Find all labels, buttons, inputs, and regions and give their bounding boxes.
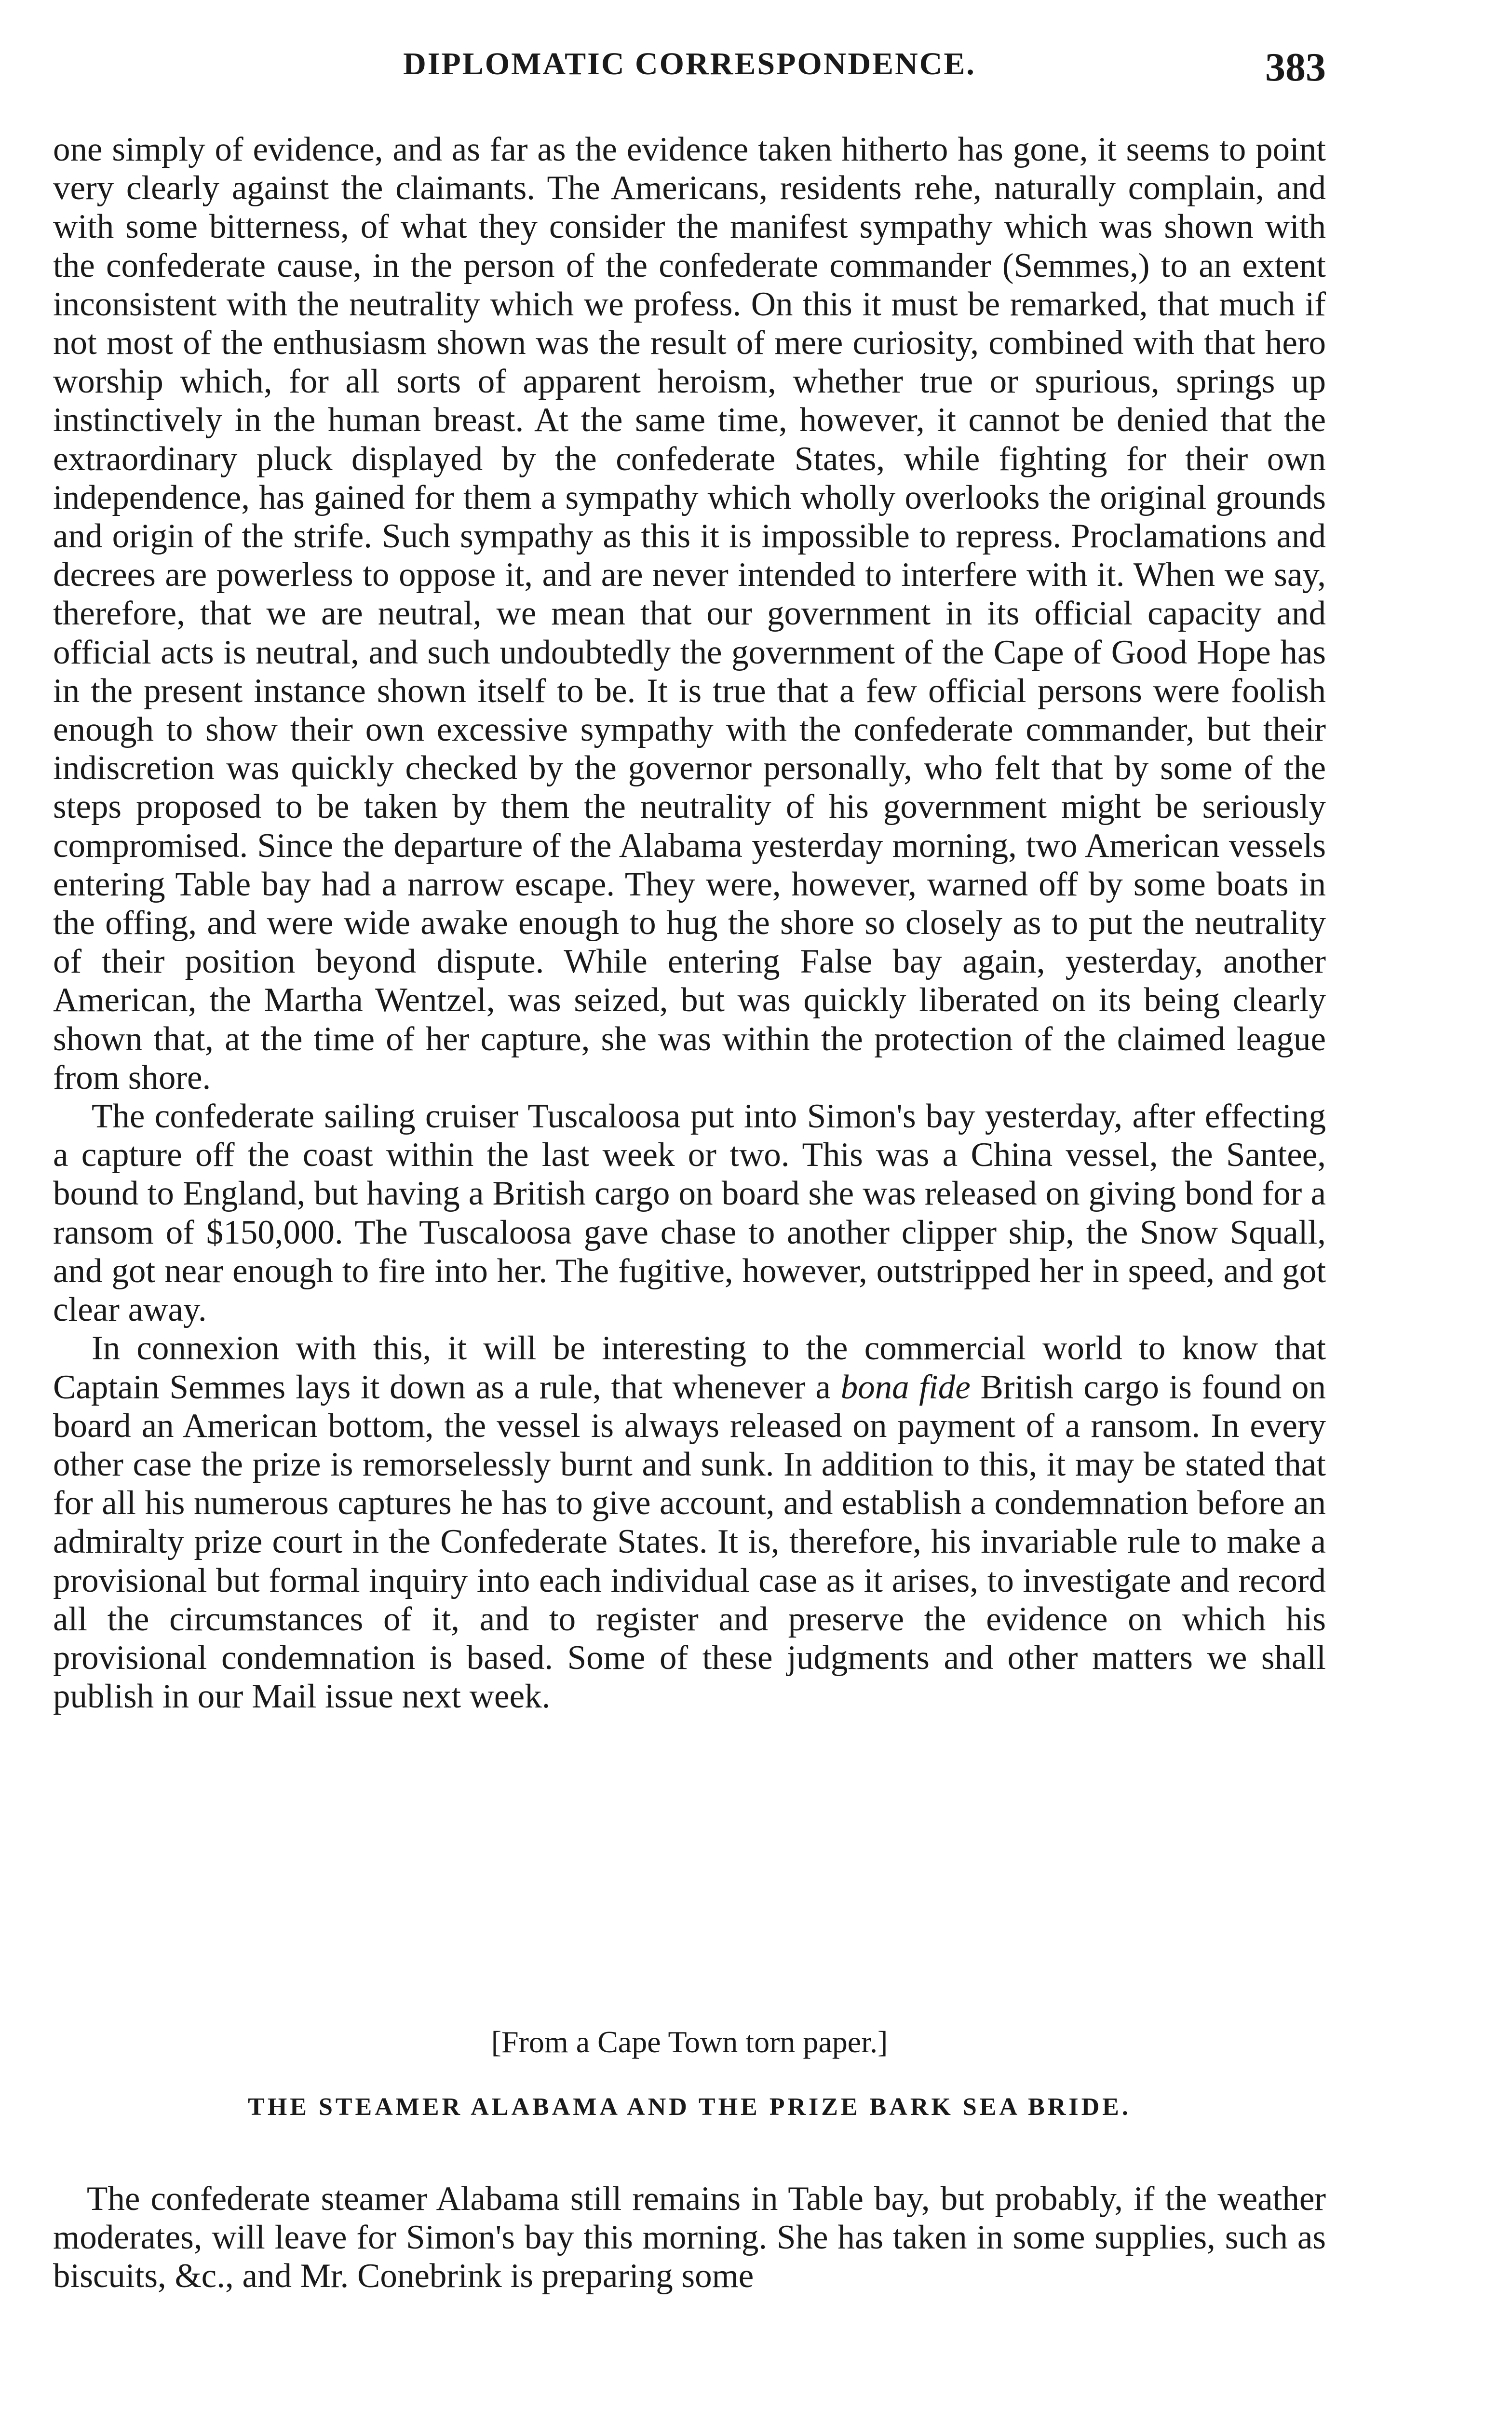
paragraph xyxy=(53,1329,1326,1716)
paragraph: The confederate steamer Alabama still remains in Table bay, but probably, if the weather moderates, will leave for Simon's bay this morning. She has taken in some supplies, such as biscuits, &c., and Mr. Conebrink is preparing some xyxy=(53,2180,1326,2295)
source-line: [From a Cape Town torn paper.] xyxy=(491,2025,888,2059)
article-2-body xyxy=(53,2180,1326,2295)
article-2-heading xyxy=(53,2020,1326,2127)
paragraph-text: British cargo is found on board an American bottom, the vessel is always released on payment of a ransom. In every other case the prize is remorselessly burnt and sunk. In addition to this, it may be stated that for all his numerous captures he has to give account, and establish a condemnation before an admiralty prize court in the Confederate States. It is, therefore, his invariable rule to make a provisional but formal inquiry into each individual case as it arises, to investigate and record all the circumstances of it, and to register and preserve the evidence on which his provisional condemnation is based. Some of these judgments and other matters we shall publish in our Mail issue next week. xyxy=(53,1368,1326,1716)
italic-phrase: bona fide xyxy=(840,1368,971,1406)
article-title: THE STEAMER ALABAMA AND THE PRIZE BARK SEA BRIDE. xyxy=(248,2093,1131,2121)
paragraph: one simply of evidence, and as far as the evidence taken hitherto has gone, it seems to point very clearly against the claimants. The Americans, residents rehe, naturally complain, and with some bitterness, of what they consider the manifest sympathy which was shown with the confederate cause, in the person of the confederate commander (Semmes,) to an extent inconsistent with the neutrality which we profess. On this it must be remarked, that much if not most of the enthusiasm shown was the result of mere curiosity, combined with that hero worship which, for all sorts of apparent heroism, whether true or spurious, springs up instinctively in the human breast. At the same time, however, it cannot be denied that the extraordinary pluck displayed by the confederate States, while fighting for their own independence, has gained for them a sympathy which wholly overlooks the original grounds and origin of the strife. Such sympathy as this it is impossible to repress. Proclamations and decrees are powerless to oppose it, and are never intended to interfere with it. When we say, therefore, that we are neutral, we mean that our government in its official capacity and official acts is neutral, and such undoubtedly the government of the Cape of Good Hope has in the present instance shown itself to be. It is true that a few official persons were foolish enough to show their own excessive sympathy with the confederate commander, but their indiscretion was quickly checked by the governor personally, who felt that by some of the steps proposed to be taken by them the neutrality of his government might be seriously compromised. Since the departure of the Alabama yesterday morning, two American vessels entering Table bay had a narrow escape. They were, however, warned off by some boats in the offing, and were wide awake enough to hug the shore so closely as to put the neutrality of their position beyond dispute. While entering False bay again, yesterday, another American, the Martha Wentzel, was seized, but was quickly liberated on its being clearly shown that, at the time of her capture, she was within the protection of the claimed league from shore. xyxy=(53,131,1326,1097)
article-1-body xyxy=(53,130,1326,1716)
paragraph-text: In connexion with this, it will be interesting to the commercial world to know that Captain Semmes lays it down as a rule, that whenever a xyxy=(53,1329,1326,1406)
running-head xyxy=(53,46,1326,99)
running-title: DIPLOMATIC CORRESPONDENCE. xyxy=(403,46,976,81)
page-number: 383 xyxy=(1265,45,1326,90)
paragraph: The confederate sailing cruiser Tuscaloosa put into Simon's bay yesterday, after effecting a capture off the coast within the last week or two. This was a China vessel, the Santee, bound to England, but having a British cargo on board she was released on giving bond for a ransom of $150,000. The Tuscaloosa gave chase to another clipper ship, the Snow Squall, and got near enough to fire into her. The fugitive, however, outstripped her in speed, and got clear away. xyxy=(53,1097,1326,1329)
